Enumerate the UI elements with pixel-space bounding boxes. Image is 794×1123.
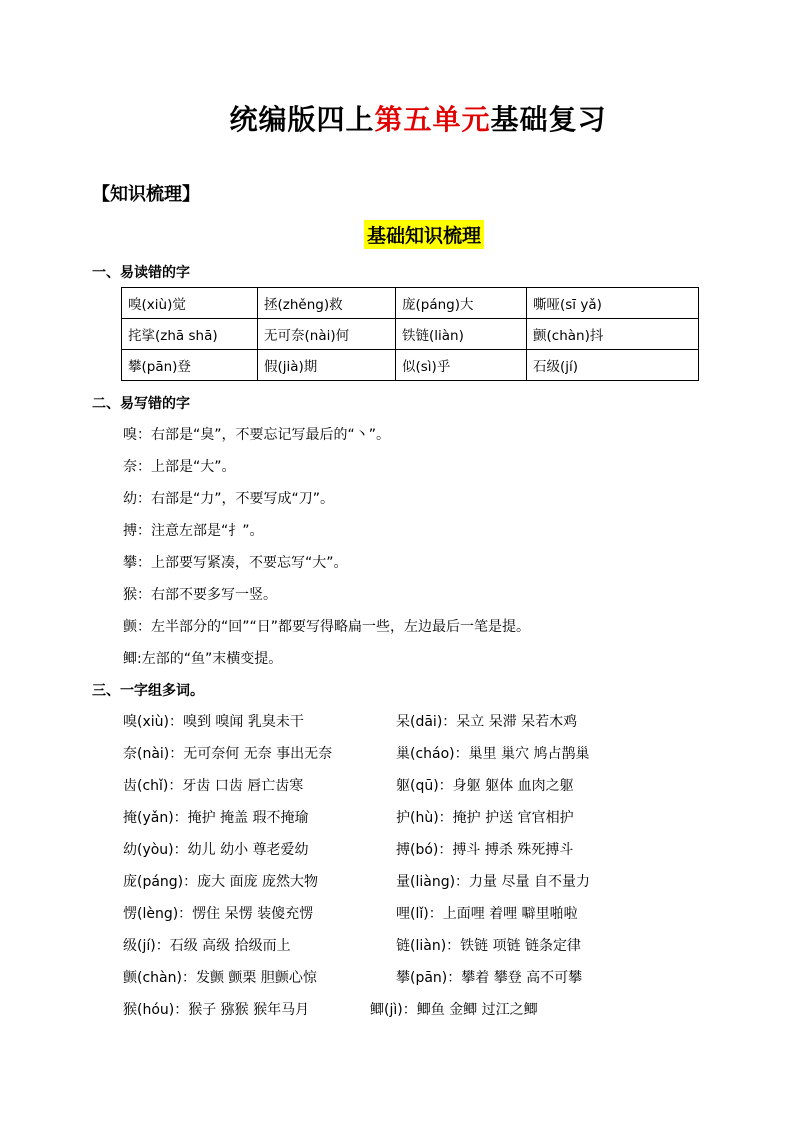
word-group-right: 哩(lǐ)：上面哩 着哩 噼里啪啦 — [396, 906, 578, 922]
table-cell: 假(jià)期 — [258, 350, 396, 381]
table-row — [122, 319, 699, 350]
word-group-left: 奈(nài)：无可奈何 无奈 事出无奈 — [123, 746, 333, 762]
write-note: 鲫:左部的“鱼”末横变提。 — [123, 651, 283, 667]
word-group-left: 颤(chàn)：发颤 颤栗 胆颤心惊 — [123, 970, 317, 986]
word-group-right: 攀(pān)：攀着 攀登 高不可攀 — [396, 970, 583, 986]
word-group-right: 鲫(jì)：鲫鱼 金鲫 过江之鲫 — [370, 1002, 538, 1018]
word-group-left: 级(jí)：石级 高级 拾级而上 — [123, 938, 291, 954]
table-cell: 庞(páng)大 — [396, 288, 527, 319]
word-group-right: 巢(cháo)：巢里 巢穴 鸠占鹊巢 — [396, 746, 590, 762]
word-group-right: 躯(qū)：身躯 躯体 血肉之躯 — [396, 778, 574, 794]
word-group-left: 猴(hóu)：猴子 猕猴 猴年马月 — [123, 1002, 310, 1018]
title-part-3: 基础复习 — [490, 103, 607, 136]
table-row — [122, 288, 699, 319]
word-group-right: 呆(dāi)：呆立 呆滞 呆若木鸡 — [396, 714, 578, 730]
word-group-right: 链(liàn)：铁链 项链 链条定律 — [396, 938, 582, 954]
word-group-left: 嗅(xiù)：嗅到 嗅闻 乳臭未干 — [123, 714, 304, 730]
write-note: 颤：左半部分的“回”“日”都要写得略扁一些，左边最后一笔是提。 — [123, 619, 531, 635]
word-group-right: 搏(bó)：搏斗 搏杀 殊死搏斗 — [396, 842, 574, 858]
section-header: 【知识梳理】 — [92, 184, 200, 205]
word-group-left: 齿(chǐ)：牙齿 口齿 唇亡齿寒 — [123, 778, 304, 794]
write-note: 猴：右部不要多写一竖。 — [123, 587, 277, 603]
misread-table — [121, 287, 699, 381]
table-cell: 嗅(xiù)觉 — [122, 288, 258, 319]
write-note: 搏：注意左部是“扌”。 — [123, 523, 264, 539]
write-note: 奈：上部是“大”。 — [123, 459, 236, 475]
word-group-right: 量(liàng)：力量 尽量 自不量力 — [396, 874, 590, 890]
write-note: 嗅：右部是“臭”，不要忘记写最后的“丶”。 — [123, 427, 391, 443]
word-group-left: 掩(yǎn)：掩护 掩盖 瑕不掩瑜 — [123, 810, 309, 826]
table-cell: 石级(jí) — [527, 350, 699, 381]
word-group-left: 庞(páng)：庞大 面庞 庞然大物 — [123, 874, 319, 890]
word-group-left: 愣(lèng)：愣住 呆愣 装傻充愣 — [123, 906, 314, 922]
table-cell: 嘶哑(sī yǎ) — [527, 288, 699, 319]
table-cell: 铁链(liàn) — [396, 319, 527, 350]
page-title — [0, 98, 794, 138]
table-cell: 颤(chàn)抖 — [527, 319, 699, 350]
heading-misread: 一、易读错的字 — [92, 265, 190, 281]
word-group-left: 幼(yòu)：幼儿 幼小 尊老爱幼 — [123, 842, 309, 858]
table-cell: 挓挲(zhā shā) — [122, 319, 258, 350]
heading-word-groups: 三、一字组多词。 — [92, 683, 204, 699]
write-note: 幼：右部是“力”，不要写成“刀”。 — [123, 491, 335, 507]
word-group-right: 护(hù)：掩护 护送 官官相护 — [396, 810, 574, 826]
write-note: 攀：上部要写紧凑，不要忘写“大”。 — [123, 555, 348, 571]
heading-miswrite: 二、易写错的字 — [92, 396, 190, 412]
title-part-1: 统编版四上 — [229, 103, 375, 136]
sub-header-wrap — [0, 220, 794, 249]
table-row — [122, 350, 699, 381]
table-cell: 似(sì)乎 — [396, 350, 527, 381]
table-cell: 攀(pān)登 — [122, 350, 258, 381]
title-part-2: 第五单元 — [374, 103, 491, 136]
table-cell: 拯(zhěng)救 — [258, 288, 396, 319]
table-cell: 无可奈(nài)何 — [258, 319, 396, 350]
sub-header: 基础知识梳理 — [364, 220, 484, 249]
